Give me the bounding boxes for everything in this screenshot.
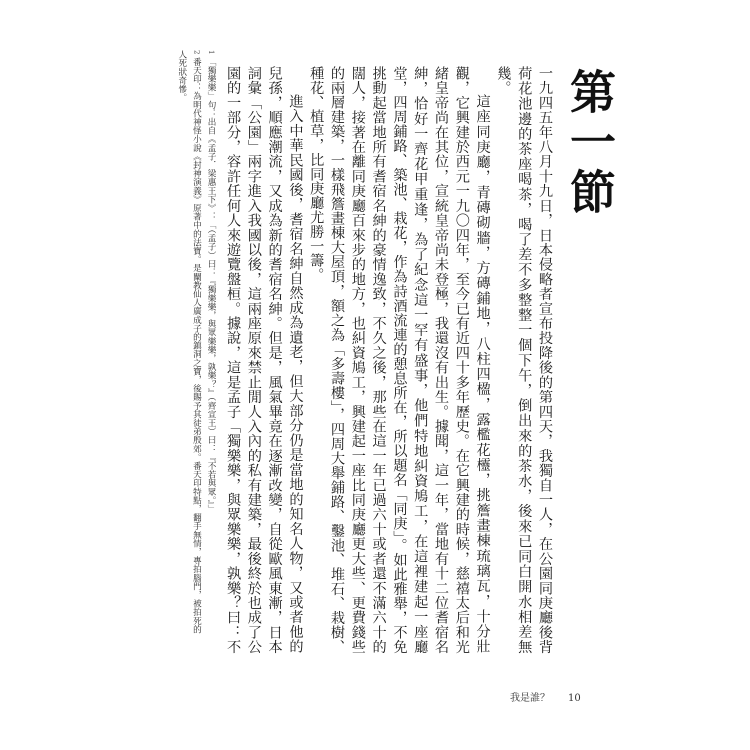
page-footer — [510, 689, 581, 704]
running-title: 我是誰？ — [510, 693, 550, 704]
footnote-1 — [203, 50, 218, 640]
footnote-number: 1 — [207, 50, 215, 55]
footnote-text: 「獨樂樂」句：出自《孟子．梁惠王下》：「（孟子）曰：『獨樂樂，與眾樂樂，孰樂？』（齊宣王）曰：『不若與眾。』」 — [206, 57, 216, 514]
footnote-2 — [174, 50, 203, 640]
paragraph-3: 進入中華民國後，耆宿名紳自然成為遺老，但大部分仍是當地的知名人物，又或者他的兒孫，順應潮流，又成為新的耆宿名紳。但是，風氣畢竟在逐漸改變，自從歐風東漸，日本詞彙「公園」兩字進入我國以後，這兩座原來禁止閒人入內的私有建築，最後終於也成了公園的一部分，容許任何人來遊覽盤桓。據說，這是孟子「獨樂樂，與眾樂樂，孰樂？曰：不 — [225, 66, 304, 654]
footnote-number: 2 — [192, 50, 201, 55]
footnotes — [130, 50, 218, 640]
body-text — [222, 66, 555, 654]
page-number: 10 — [568, 693, 581, 704]
chapter-title: 第一節 — [563, 68, 617, 218]
paragraph-1: 一九四五年八月十九日，日本侵略者宣布投降後的第四天，我獨自一人，在公園同庚廳後背荷花池邊的茶座喝茶，喝了差不多整整一個下午，倒出來的茶水，後來已同白開水相差無幾。 — [495, 66, 553, 654]
paragraph-2: 這座同庚廳，青磚砌牆，方磚鋪地，八柱四楹，露檻花欞，挑簷畫棟琉璃瓦，十分壯觀，它興建於西元一九〇四年，至今已有近四十多年歷史。在它興建的時候，慈禧太后和光緒皇帝尚在其位，宣統皇帝尚未登極，我還沒有出生。據聞，這一年，當地有十二位耆宿名紳，恰好一齊花甲重逢，為了紀念這一罕有盛事，他們特地糾資鳩工，在這裡建起一座廳堂，四周鋪路、築池、栽花，作為詩酒流連的憩息所在，所以題名「同庚」。如此雅舉，不免挑動起當地所有耆宿名紳的豪情逸致，不久之後，那些在這一年已過六十或者還不滿六十的闊人，接著在離同庚廳百來步的地方，也糾資鳩工，興建起一座比同庚廳更大些、更費錢些的兩層建築，一樣飛簷畫棟大屋頂，額之為「多壽樓」，四周大舉鋪路、鑿池、堆石、栽樹、種花、植草，比同庚廳尤勝一籌。 — [308, 66, 491, 654]
footnote-text: 番天印：為明代神怪小說《封神演義》原著中的法寶。是闡教仙人廣成子的鎮洞之寶，後賜予其徒弟殷郊。番天印特點，翻手無情，專拍腦門，被拍死的人死狀奇慘。 — [176, 50, 202, 634]
